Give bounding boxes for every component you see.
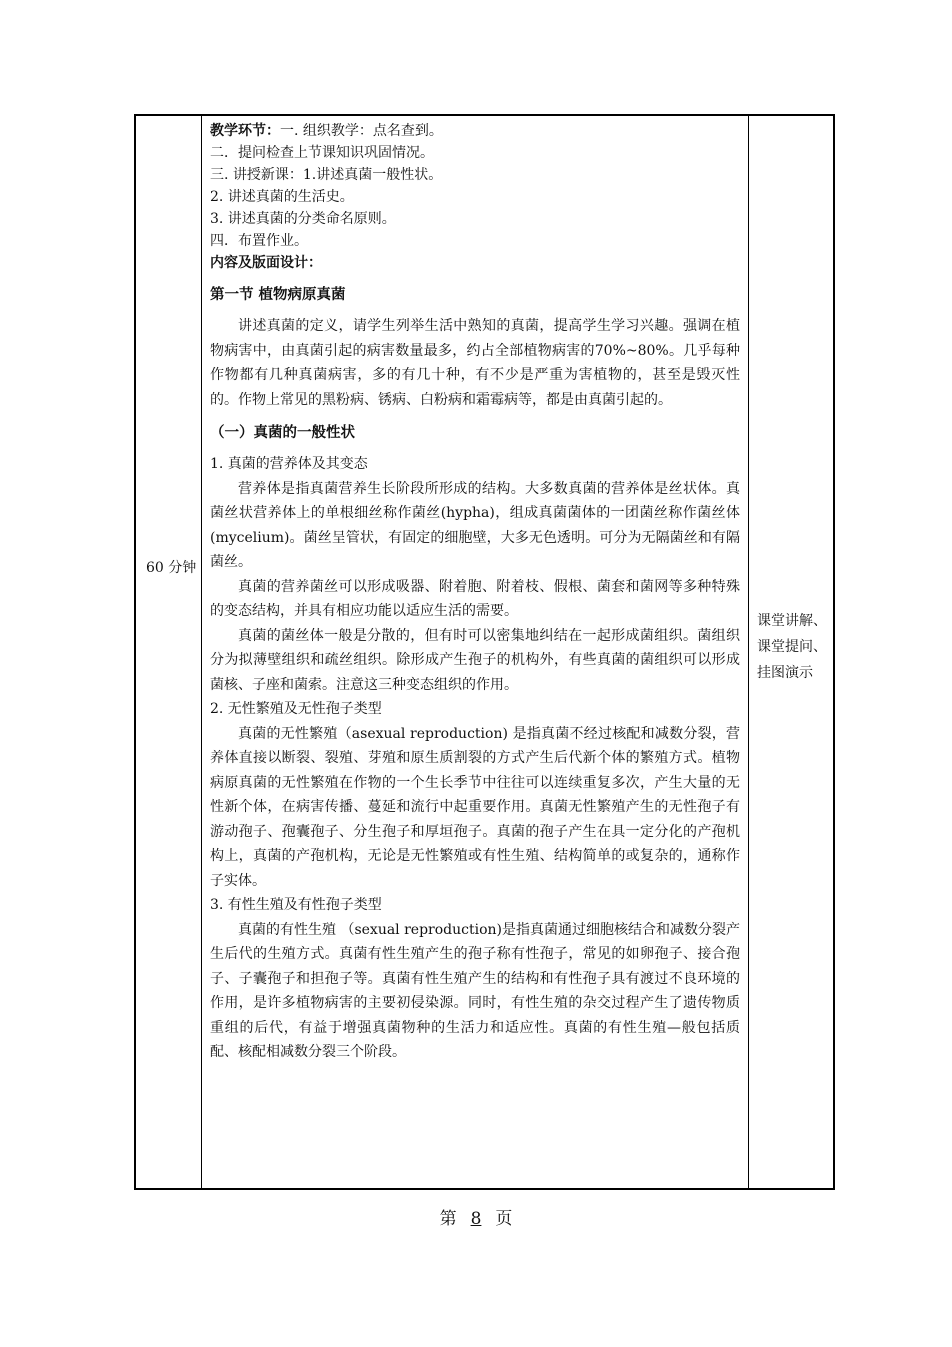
part3-paragraph-1: 真菌的有性生殖 （sexual reproduction)是指真菌通过细胞核结合和减数分裂产生后代的生殖方式。真菌有性生殖产生的孢子称有性孢子，常见的如卵孢子、接合孢子、子囊孢子和担孢子等。真菌有性生殖产生的结构和有性孢子具有渡过不良环境的作用，是许多植物病害的主要初侵染源。同时，有性生殖的杂交过程产生了遗传物质重组的后代，有益于增强真菌物种的生活力和适应性。真菌的有性生殖—般包括质配、核配相减数分裂三个阶段。 — [210, 921, 740, 1060]
steps-line-2: 二．提问检查上节课知识巩固情况。 — [210, 145, 434, 161]
section-title: 第一节 植物病原真菌 — [210, 287, 346, 303]
part2-paragraph-1: 真菌的无性繁殖（asexual reproduction) 是指真菌不经过核配和减数分裂，营养体直接以断裂、裂殖、芽殖和原生质割裂的方式产生后代新个体的繁殖方式。植物病原真菌的无性繁殖在作物的一个生长季节中往往可以连续重复多次，产生大量的无性新个体，在病害传播、蔓延和流行中起重要作用。真菌无性繁殖产生的无性孢子有游动孢子、孢囊孢子、分生孢子和厚垣孢子。真菌的孢子产生在具一定分化的产孢机构上，真菌的产孢机构，无论是无性繁殖或有性生殖、结构简单的或复杂的，通称作子实体。 — [210, 725, 740, 889]
time-column — [136, 116, 202, 1188]
subsection-title: （一）真菌的一般性状 — [210, 425, 355, 441]
steps-line-6: 四．布置作业。 — [210, 233, 308, 249]
footer-suffix: 页 — [495, 1209, 513, 1229]
part1-paragraph-1: 营养体是指真菌营养生长阶段所形成的结构。大多数真菌的营养体是丝状体。真菌丝状营养体上的单根细丝称作菌丝(hypha)，组成真菌菌体的一团菌丝称作菌丝体(mycelium)。菌丝呈管状，有固定的细胞壁，大多无色透明。可分为无隔菌丝和有隔菌丝。 — [210, 480, 740, 570]
content-column — [202, 116, 749, 1188]
page-number: 8 — [470, 1209, 482, 1229]
steps-line-3: 三. 讲授新课：1.讲述真菌一般性状。 — [210, 167, 443, 183]
design-label: 内容及版面设计： — [210, 255, 322, 271]
steps-line-4: 2. 讲述真菌的生活史。 — [210, 189, 354, 205]
steps-line-1 — [210, 120, 740, 142]
intro-paragraph: 讲述真菌的定义，请学生列举生活中熟知的真菌，提高学生学习兴趣。强调在植物病害中，由真菌引起的病害数量最多，约占全部植物病害的70%~80%。几乎每种作物都有几种真菌病害，多的有几十种，有不少是严重为害植物的，甚至是毁灭性的。作物上常见的黑粉病、锈病、白粉病和霜霉病等，都是由真菌引起的。 — [210, 318, 740, 408]
steps-label: 教学环节： — [210, 123, 280, 139]
part3-title: 3. 有性生殖及有性孢子类型 — [210, 897, 382, 913]
steps-text-1: 一. 组织教学：点名查到。 — [280, 123, 443, 139]
lesson-table — [134, 114, 835, 1190]
method-column — [749, 116, 833, 1188]
part1-title: 1. 真菌的营养体及其变态 — [210, 456, 368, 472]
part1-paragraph-3: 真菌的菌丝体一般是分散的，但有时可以密集地纠结在一起形成菌组织。菌组织分为拟薄壁组织和疏丝组织。除形成产生孢子的机构外，有些真菌的菌组织可以形成菌核、子座和菌索。注意这三种变态组织的作用。 — [210, 627, 740, 693]
method-cell: 课堂讲解、课堂提问、挂图演示 — [757, 613, 827, 681]
page-footer — [0, 1206, 952, 1232]
footer-prefix: 第 — [439, 1209, 457, 1229]
steps-line-5: 3. 讲述真菌的分类命名原则。 — [210, 211, 396, 227]
part2-title: 2. 无性繁殖及无性孢子类型 — [210, 701, 382, 717]
time-cell: 60 分钟 — [146, 560, 197, 576]
part1-paragraph-2: 真菌的营养菌丝可以形成吸器、附着胞、附着枝、假根、菌套和菌网等多种特殊的变态结构，并具有相应功能以适应生活的需要。 — [210, 578, 740, 619]
